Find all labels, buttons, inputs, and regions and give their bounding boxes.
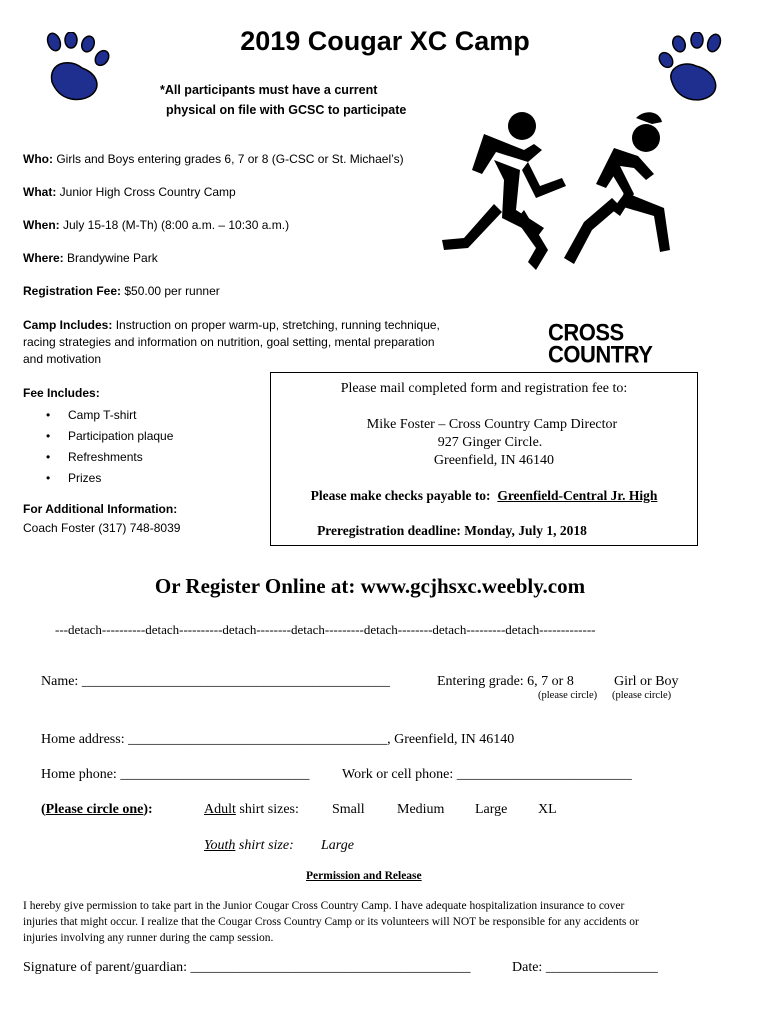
list-item: • Refreshments xyxy=(46,447,173,468)
detach-line: ---detach----------detach----------detach--------detach---------detach--------detach---------detach------------- xyxy=(55,622,596,637)
mail-street: 927 Ginger Circle. xyxy=(437,435,543,450)
physical-note: *All participants must have a current physical on file with GCSC to participate xyxy=(160,83,407,117)
checks-payable: Please make checks payable to: Greenfield-Central Jr. High xyxy=(310,488,658,503)
size-large: Large xyxy=(475,802,508,817)
who-line: Who: Girls and Boys entering grades 6, 7 or 8 (G-CSC or St. Michael’s) xyxy=(23,152,404,166)
what-line: What: Junior High Cross Country Camp xyxy=(23,185,236,199)
work-phone-label: Work or cell phone: _________________________ xyxy=(342,767,632,782)
runners-icon xyxy=(424,100,690,325)
size-xl: XL xyxy=(538,802,557,817)
home-address-label: Home address: _____________________________________, Greenfield, IN 46140 xyxy=(41,732,515,747)
list-item: • Prizes xyxy=(46,468,173,489)
register-online: Or Register Online at: www.gcjhsxc.weebly.com xyxy=(154,574,586,598)
entering-grade-label: Entering grade: 6, 7 or 8 xyxy=(437,674,574,689)
size-medium: Medium xyxy=(397,802,445,817)
fee-includes-title: Fee Includes: xyxy=(23,386,100,400)
adult-shirt-label: Adult shirt sizes: xyxy=(204,802,299,817)
preregistration-deadline: Preregistration deadline: Monday, July 1, 2018 xyxy=(317,523,587,538)
fee-line: Registration Fee: $50.00 per runner xyxy=(23,284,220,298)
name-field-label: Name: ____________________________________________ xyxy=(41,674,390,689)
youth-shirt-label: Youth shirt size: xyxy=(204,838,294,853)
please-circle-grade: (please circle) xyxy=(538,690,598,701)
page-title: 2019 Cougar XC Camp xyxy=(240,26,530,56)
fee-includes-list xyxy=(46,405,173,489)
list-item: • Participation plaque xyxy=(46,426,173,447)
contact-value: Coach Foster (317) 748-8039 xyxy=(23,521,181,535)
signature-label: Signature of parent/guardian: ________________________________________ xyxy=(23,960,471,975)
when-line: When: July 15-18 (M-Th) (8:00 a.m. – 10:30 a.m.) xyxy=(23,218,290,232)
mail-city: Greenfield, IN 46140 xyxy=(433,453,555,468)
cross-country-logo-text: CROSS COUNTRY xyxy=(548,318,653,369)
release-paragraph: I hereby give permission to take part in the Junior Cougar Cross Country Camp. I have adequate hospitalization insurance to cover injuries that might occur. I realize that the Cougar Cross Country Camp or its volunteers will NOT be responsible for any accidents or injuries involving any runner during the camp session. xyxy=(23,900,639,944)
please-circle-gender: (please circle) xyxy=(612,690,672,701)
list-item: • Camp T-shirt xyxy=(46,405,173,426)
mail-intro: Please mail completed form and registration fee to: xyxy=(340,381,628,396)
mail-box xyxy=(270,372,698,546)
contact-label: For Additional Information: xyxy=(23,502,178,516)
size-small: Small xyxy=(332,802,365,817)
camp-includes: Camp Includes: Instruction on proper warm-up, stretching, running technique, racing strategies and information on nutrition, goal setting, mental preparation and motivation xyxy=(23,318,440,366)
gender-label: Girl or Boy xyxy=(614,674,679,689)
permission-title: Permission and Release xyxy=(306,870,422,882)
date-label: Date: ________________ xyxy=(512,960,658,975)
circle-one-label: (Please circle one): xyxy=(41,802,153,817)
home-phone-label: Home phone: ___________________________ xyxy=(41,767,310,782)
youth-size-large: Large xyxy=(321,838,354,853)
mail-name: Mike Foster – Cross Country Camp Director xyxy=(366,417,618,432)
where-line: Where: Brandywine Park xyxy=(23,251,158,265)
